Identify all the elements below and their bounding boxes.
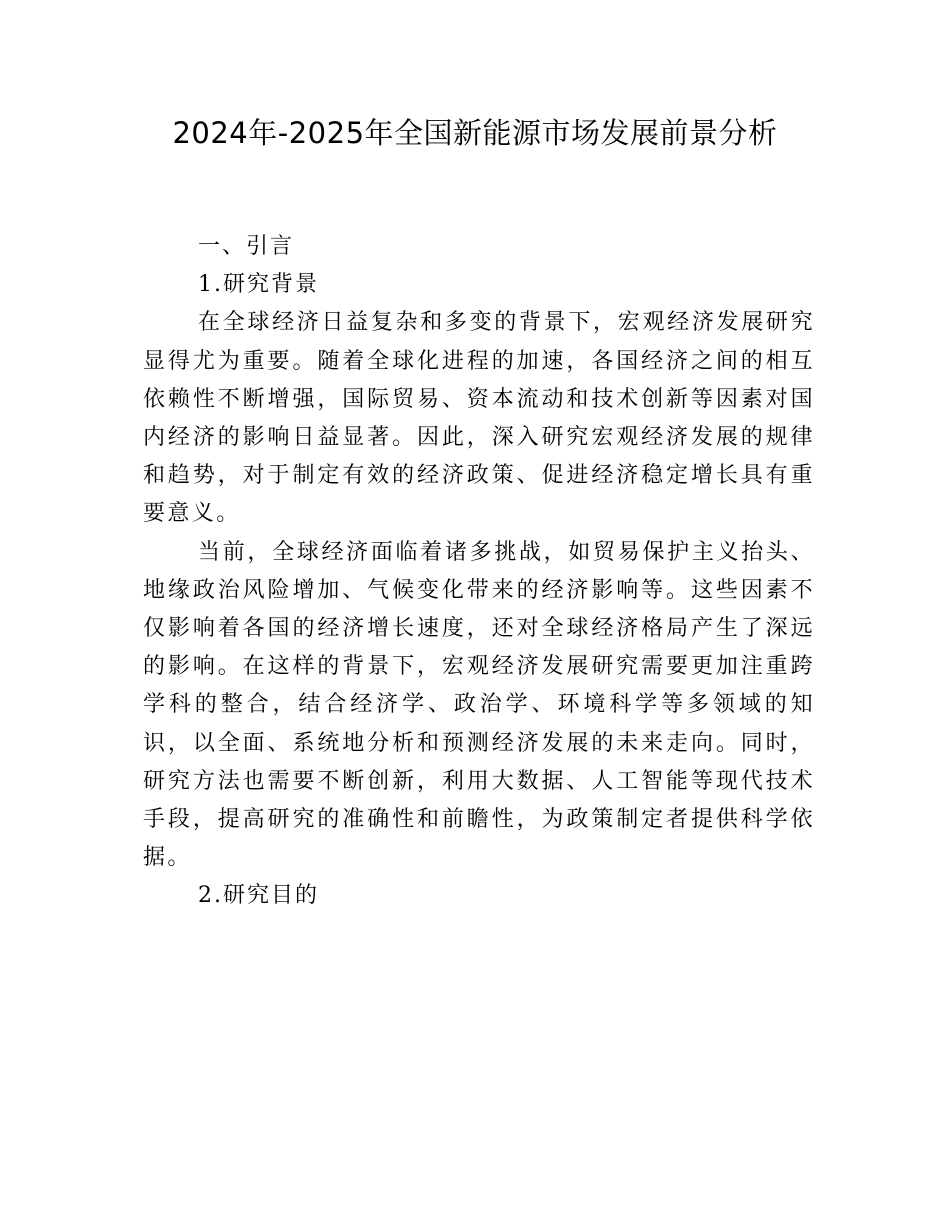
section-heading-introduction: 一、引言 [198,234,295,259]
body-paragraph: 当前，全球经济面临着诸多挑战，如贸易保护主义抬头、地缘政治风险增加、气候变化带来的经济影响等。这些因素不仅影响着各国的经济增长速度，还对全球经济格局产生了深远的影响。在这样的背景下，宏观经济发展研究需要更加注重跨学科的整合，结合经济学、政治学、环境科学等多领域的知识，以全面、系统地分析和预测经济发展的未来走向。同时，研究方法也需要不断创新，利用大数据、人工智能等现代技术手段，提高研究的准确性和前瞻性，为政策制定者提供科学依据。 [143,539,815,871]
subsection-heading-research-purpose: 2.研究目的 [198,883,319,909]
body-paragraph: 在全球经济日益复杂和多变的背景下，宏观经济发展研究显得尤为重要。随着全球化进程的加速，各国经济之间的相互依赖性不断增强，国际贸易、资本流动和技术创新等因素对国内经济的影响日益显著。因此，深入研究宏观经济发展的规律和趋势，对于制定有效的经济政策、促进经济稳定增长具有重要意义。 [143,310,815,527]
document-body [143,228,815,916]
subsection-heading-research-background: 1.研究背景 [198,272,319,298]
document-title: 2024年-2025年全国新能源市场发展前景分析 [172,116,778,150]
